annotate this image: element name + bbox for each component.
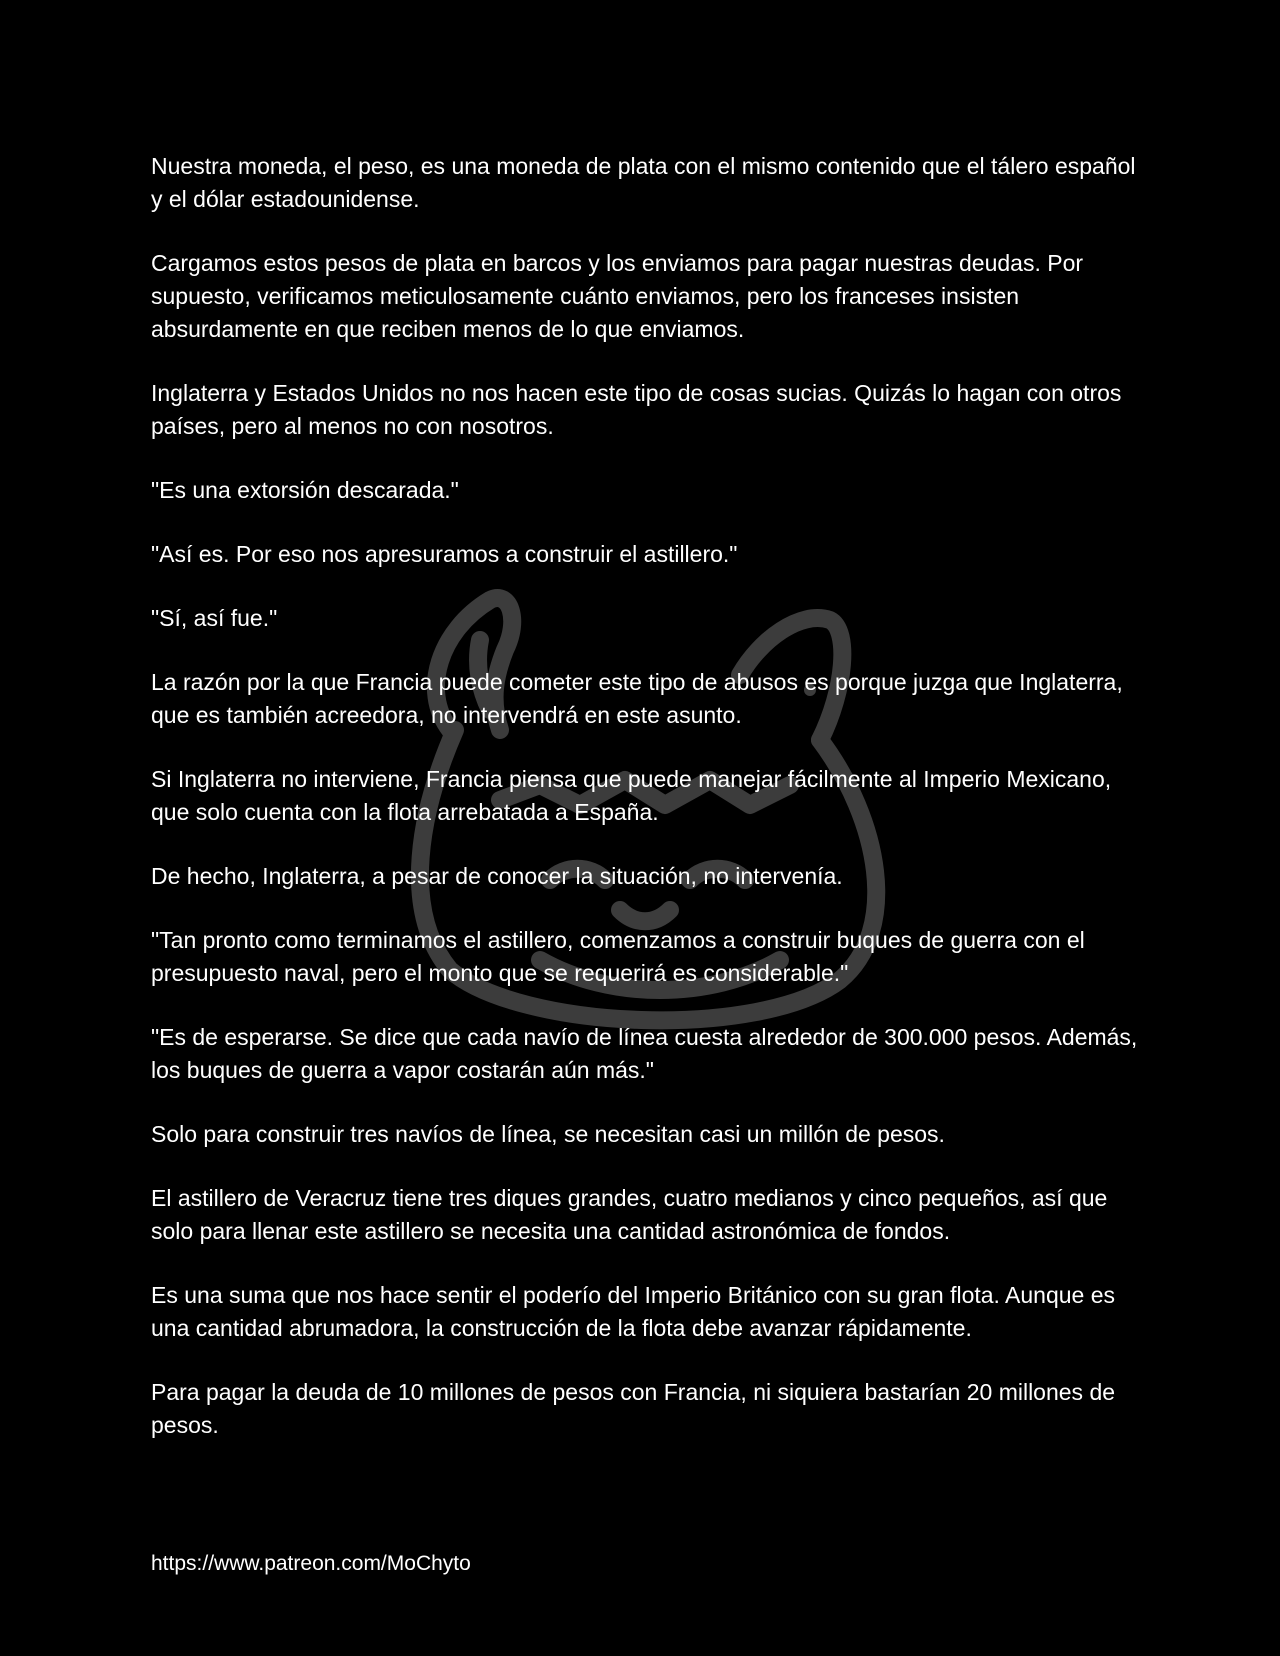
- paragraph: El astillero de Veracruz tiene tres diques grandes, cuatro medianos y cinco pequeños, así que solo para llenar este astillero se necesita una cantidad astronómica de fondos.: [151, 1185, 1108, 1244]
- paragraph: Para pagar la deuda de 10 millones de pesos con Francia, ni siquiera bastarían 20 millones de pesos.: [151, 1379, 1116, 1438]
- paragraph: Cargamos estos pesos de plata en barcos y los enviamos para pagar nuestras deudas. Por supuesto, verificamos meticulosamente cuánto enviamos, pero los franceses insisten absurdamente en que reciben menos de lo que enviamos.: [151, 250, 1084, 342]
- paragraph: "Tan pronto como terminamos el astillero, comenzamos a construir buques de guerra con el presupuesto naval, pero el monto que se requerirá es considerable.": [151, 927, 1085, 986]
- paragraph: Inglaterra y Estados Unidos no nos hacen este tipo de cosas sucias. Quizás lo hagan con otros países, pero al menos no con nosotros.: [151, 380, 1122, 439]
- paragraph: "Así es. Por eso nos apresuramos a construir el astillero.": [151, 541, 738, 567]
- paragraph: Nuestra moneda, el peso, es una moneda de plata con el mismo contenido que el tálero español y el dólar estadounidense.: [151, 153, 1136, 212]
- paragraph: La razón por la que Francia puede cometer este tipo de abusos es porque juzga que Inglaterra, que es también acreedora, no intervendrá en este asunto.: [151, 669, 1123, 728]
- paragraph: Si Inglaterra no interviene, Francia piensa que puede manejar fácilmente al Imperio Mexicano, que solo cuenta con la flota arrebatada a España.: [151, 766, 1112, 825]
- paragraph: Solo para construir tres navíos de línea, se necesitan casi un millón de pesos.: [151, 1121, 945, 1147]
- patreon-link[interactable]: https://www.patreon.com/MoChyto: [151, 1552, 471, 1575]
- paragraph: De hecho, Inglaterra, a pesar de conocer la situación, no intervenía.: [151, 863, 843, 889]
- paragraph: "Sí, así fue.": [151, 605, 278, 631]
- paragraph: "Es de esperarse. Se dice que cada navío de línea cuesta alrededor de 300.000 pesos. Además, los buques de guerra a vapor costarán aún más.": [151, 1024, 1138, 1083]
- paragraph: Es una suma que nos hace sentir el poderío del Imperio Británico con su gran flota. Aunque es una cantidad abrumadora, la construcción de la flota debe avanzar rápidamente.: [151, 1282, 1116, 1341]
- paragraph: "Es una extorsión descarada.": [151, 477, 459, 503]
- document-body: [151, 150, 1141, 1473]
